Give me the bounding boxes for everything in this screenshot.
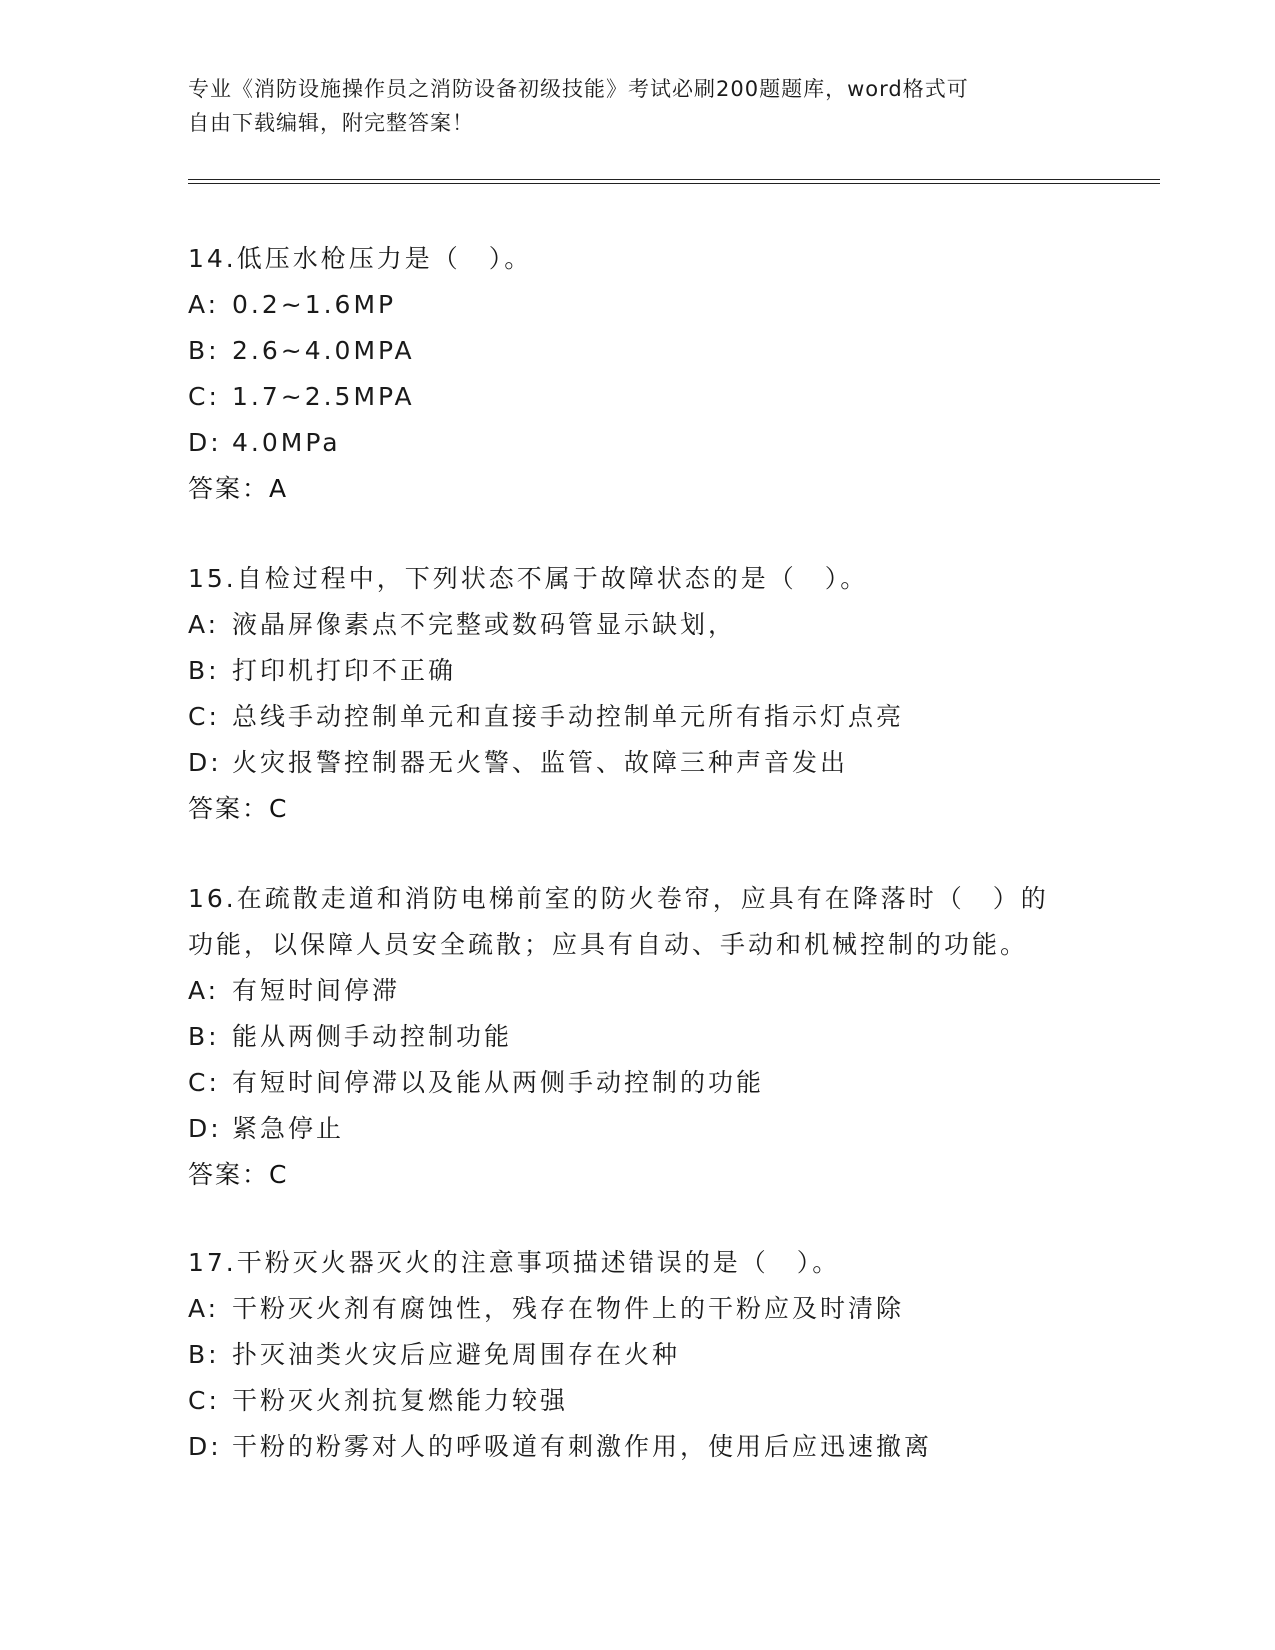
option-text: 打印机打印不正确 — [232, 656, 457, 685]
option-d — [188, 1106, 1148, 1152]
question-stem: 15.自检过程中，下列状态不属于故障状态的是（ ）。 — [188, 564, 869, 593]
option-a — [188, 282, 1148, 328]
option-c — [188, 694, 1148, 740]
question-stem-continued: 功能，以保障人员安全疏散；应具有自动、手动和机械控制的功能。 — [188, 930, 1029, 959]
option-letter: A: — [188, 610, 220, 639]
option-letter: B: — [188, 1340, 220, 1369]
option-a — [188, 1286, 1148, 1332]
document-header — [188, 72, 1088, 140]
option-b — [188, 1332, 1148, 1378]
option-c — [188, 374, 1148, 420]
question-16 — [188, 876, 1148, 1198]
option-text: 液晶屏像素点不完整或数码管显示缺划， — [232, 610, 737, 639]
option-text: 干粉的粉雾对人的呼吸道有刺激作用，使用后应迅速撤离 — [232, 1432, 933, 1461]
option-d — [188, 740, 1148, 786]
option-letter: A: — [188, 1294, 220, 1323]
option-letter: C: — [188, 702, 220, 731]
option-b — [188, 1014, 1148, 1060]
option-text: 扑灭油类火灾后应避免周围存在火种 — [232, 1340, 681, 1369]
question-14 — [188, 236, 1148, 512]
option-text: 0.2~1.6MP — [232, 290, 397, 319]
option-c — [188, 1378, 1148, 1424]
question-stem: 14.低压水枪压力是（ ）。 — [188, 244, 533, 273]
option-a — [188, 968, 1148, 1014]
answer-line: 答案：C — [188, 1160, 289, 1189]
option-letter: C: — [188, 1068, 220, 1097]
option-letter: B: — [188, 1022, 220, 1051]
header-divider-top — [188, 179, 1160, 180]
option-letter: D: — [188, 748, 222, 777]
option-a — [188, 602, 1148, 648]
header-divider-bottom — [188, 183, 1160, 184]
answer-line: 答案：A — [188, 474, 289, 503]
option-b — [188, 648, 1148, 694]
option-text: 4.0MPa — [232, 428, 341, 457]
question-stem: 17.干粉灭火器灭火的注意事项描述错误的是（ ）。 — [188, 1248, 841, 1277]
option-text: 有短时间停滞以及能从两侧手动控制的功能 — [232, 1068, 765, 1097]
option-letter: D: — [188, 428, 222, 457]
option-c — [188, 1060, 1148, 1106]
answer-line: 答案：C — [188, 794, 289, 823]
option-text: 紧急停止 — [232, 1114, 345, 1143]
option-text: 干粉灭火剂抗复燃能力较强 — [232, 1386, 569, 1415]
option-text: 能从两侧手动控制功能 — [232, 1022, 513, 1051]
header-line-1: 专业《消防设施操作员之消防设备初级技能》考试必刷200题题库，word格式可 — [188, 77, 969, 101]
question-17 — [188, 1240, 1148, 1470]
option-text: 总线手动控制单元和直接手动控制单元所有指示灯点亮 — [232, 702, 905, 731]
option-text: 有短时间停滞 — [232, 976, 401, 1005]
header-line-2: 自由下载编辑，附完整答案！ — [188, 111, 474, 135]
option-letter: B: — [188, 336, 220, 365]
option-d — [188, 1424, 1148, 1470]
option-letter: C: — [188, 382, 220, 411]
option-d — [188, 420, 1148, 466]
option-letter: D: — [188, 1432, 222, 1461]
option-letter: A: — [188, 976, 220, 1005]
option-text: 干粉灭火剂有腐蚀性，残存在物件上的干粉应及时清除 — [232, 1294, 905, 1323]
question-15 — [188, 556, 1148, 832]
option-letter: C: — [188, 1386, 220, 1415]
option-text: 火灾报警控制器无火警、监管、故障三种声音发出 — [232, 748, 849, 777]
question-stem: 16.在疏散走道和消防电梯前室的防火卷帘，应具有在降落时（ ）的 — [188, 884, 1049, 913]
option-text: 1.7~2.5MPA — [232, 382, 415, 411]
option-b — [188, 328, 1148, 374]
option-letter: D: — [188, 1114, 222, 1143]
option-letter: A: — [188, 290, 220, 319]
option-letter: B: — [188, 656, 220, 685]
option-text: 2.6~4.0MPA — [232, 336, 415, 365]
